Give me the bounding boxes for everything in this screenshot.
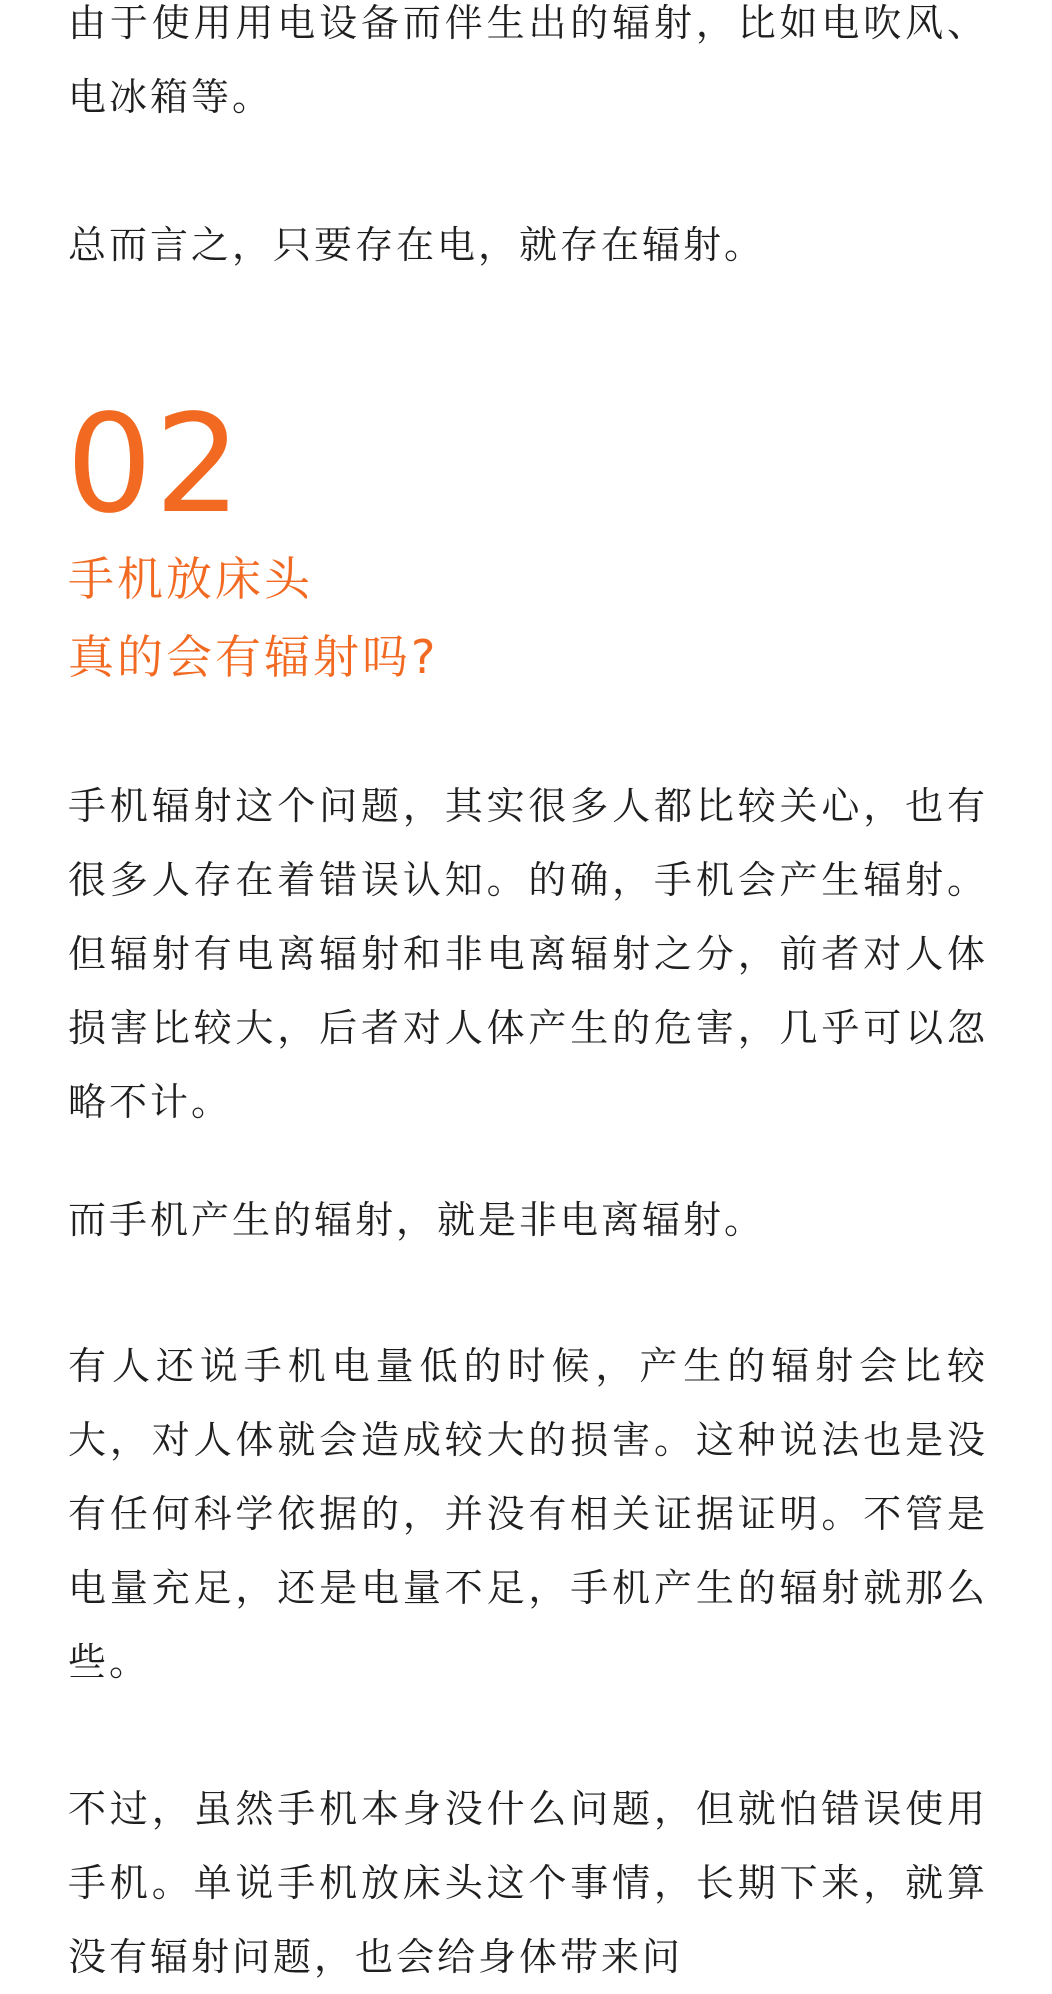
paragraph-battery-myth: 有人还说手机电量低的时候，产生的辐射会比较大，对人体就会造成较大的损害。这种说法也是没有任何科学依据的，并没有相关证据证明。不管是电量充足，还是电量不足，手机产生的辐射就那么些。 <box>68 1344 988 1684</box>
paragraph-radiation-types: 手机辐射这个问题，其实很多人都比较关心，也有很多人存在着错误认知。的确，手机会产生辐射。但辐射有电离辐射和非电离辐射之分，前者对人体损害比较大，后者对人体产生的危害，几乎可以忽略不计。 <box>68 784 988 1124</box>
paragraph-bedside-usage: 不过，虽然手机本身没什么问题，但就怕错误使用手机。单说手机放床头这个事情，长期下来，就算没有辐射问题，也会给身体带来问 <box>68 1787 988 1979</box>
section-number: 02 <box>66 386 244 544</box>
intro-paragraph: 由于使用用电设备而伴生出的辐射，比如电吹风、电冰箱等。 <box>68 1 988 119</box>
section-title-line-2: 真的会有辐射吗? <box>68 630 439 684</box>
section-title <box>68 540 438 696</box>
paragraph-non-ionizing: 而手机产生的辐射，就是非电离辐射。 <box>68 1198 766 1242</box>
section-title-line-1: 手机放床头 <box>68 552 313 606</box>
summary-paragraph: 总而言之，只要存在电，就存在辐射。 <box>68 223 766 267</box>
